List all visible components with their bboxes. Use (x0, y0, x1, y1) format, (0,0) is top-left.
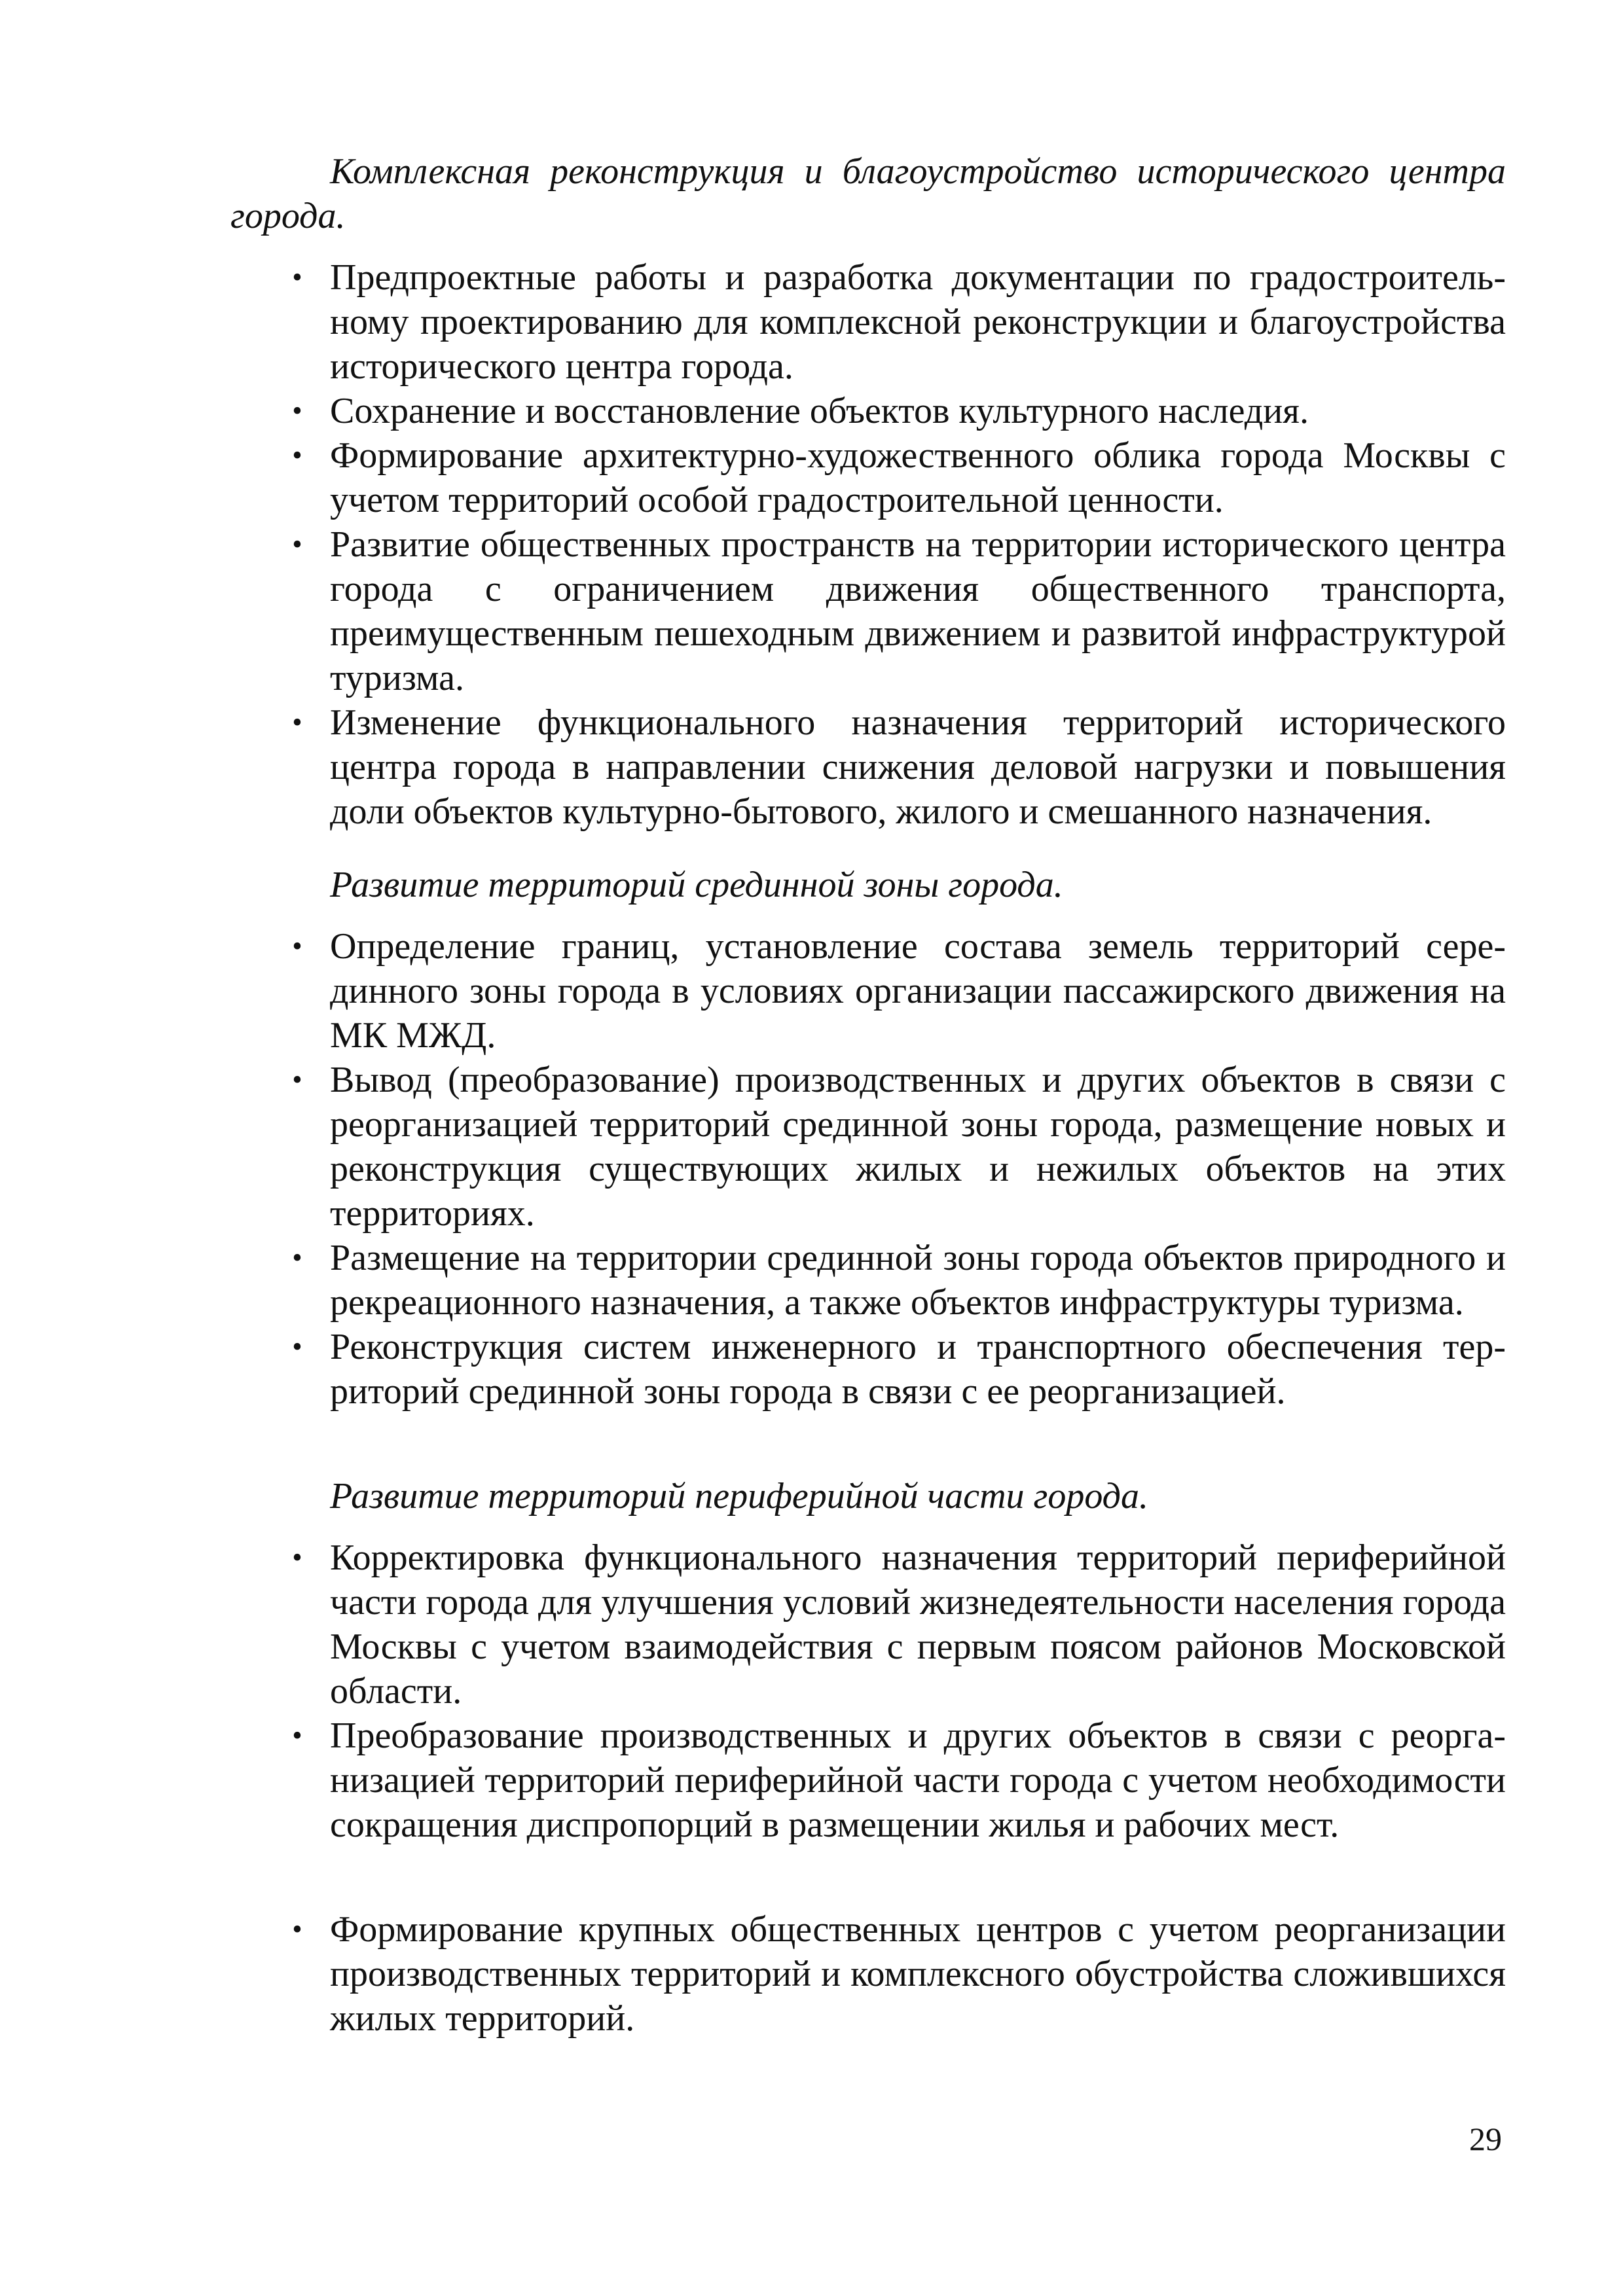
list-item (230, 255, 1506, 389)
page-content (230, 149, 1506, 2041)
bullet-icon: • (292, 261, 302, 293)
list-item-text: Реконструкция систем инженерного и транспортного обеспечения территорий срединной зоны города в связи с ее реорганизацией. (330, 1327, 1506, 1412)
bullet-icon: • (292, 1331, 302, 1363)
bullet-icon: • (292, 1719, 302, 1751)
bullet-icon: • (292, 439, 302, 471)
list-item (230, 924, 1506, 1058)
bullet-list-periphery (230, 1535, 1506, 2041)
bullet-list-historic-center (230, 255, 1506, 834)
bullet-icon: • (292, 1541, 302, 1573)
list-item-text: Корректировка функционального назначения территорий периферийной части города для улучшения условий жизнедеятельности населения города Москвы с учетом взаимодействия с первым поясом районов Московской области. (330, 1537, 1506, 1712)
list-item (230, 1907, 1506, 2041)
list-item (230, 1236, 1506, 1325)
section-heading-middle-zone: Развитие территорий срединной зоны города. (330, 865, 1063, 905)
list-item-text: Вывод (преобразование) производственных и других объектов в связи с реорганизацией территорий срединной зоны города, размещение новых и реконструкция существующих жилых и нежилых объектов на этих территориях. (330, 1060, 1506, 1234)
list-item-text: Предпроектные работы и разработка документации по градостроительному проектированию для комплексной реконструкции и благоустройства исторического центра города. (330, 257, 1506, 387)
list-item-text: Формирование крупных общественных центров с учетом реорганизации производственных территорий и комплексного обустройства сложившихся жилых территорий. (330, 1909, 1506, 2039)
list-item-text: Изменение функционального назначения территорий исторического центра города в направлении снижения деловой нагрузки и повышения доли объектов культурно-бытового, жилого и смешанного назначения. (330, 702, 1506, 832)
list-item-text: Сохранение и восстановление объектов культурного наследия. (330, 391, 1309, 431)
list-item-text: Размещение на территории срединной зоны города объектов природного и рекреационного назначения, а также объектов инфраструктуры туризма. (330, 1238, 1506, 1323)
bullet-icon: • (292, 395, 302, 427)
list-item (230, 522, 1506, 700)
list-item-text: Развитие общественных пространств на территории исторического центра города с ограничением движения общественного транспорта, преимущественным пешеходным движением и развитой инфраструктурой туризма. (330, 524, 1506, 698)
bullet-icon: • (292, 706, 302, 738)
section-heading-periphery: Развитие территорий периферийной части города. (330, 1476, 1148, 1516)
bullet-icon: • (292, 1913, 302, 1945)
page-number: 29 (1469, 2121, 1502, 2157)
list-item-text: Преобразование производственных и других объектов в связи с реорганизацией территорий периферийной части города с учетом необходимости сокращения диспропорций в размещении жилья и рабочих мест. (330, 1715, 1506, 1845)
list-item (230, 700, 1506, 834)
list-item (230, 1058, 1506, 1236)
bullet-icon: • (292, 528, 302, 560)
list-item (230, 1713, 1506, 1847)
list-item (230, 433, 1506, 522)
bullet-icon: • (292, 1064, 302, 1096)
list-item (230, 1325, 1506, 1414)
list-item (230, 1535, 1506, 1713)
list-item-text: Определение границ, установление состава земель территорий серединного зоны города в условиях организации пассажирского движения на МК МЖД. (330, 926, 1506, 1056)
bullet-icon: • (292, 930, 302, 962)
bullet-icon: • (292, 1242, 302, 1274)
list-item (230, 389, 1506, 433)
section-heading-historic-center: Комплексная реконструкция и благоустройство исторического центра города. (230, 151, 1506, 236)
list-item-text: Формирование архитектурно-художественного облика города Москвы с учетом территорий особой градостроительной ценности. (330, 435, 1506, 520)
bullet-list-middle-zone (230, 924, 1506, 1414)
